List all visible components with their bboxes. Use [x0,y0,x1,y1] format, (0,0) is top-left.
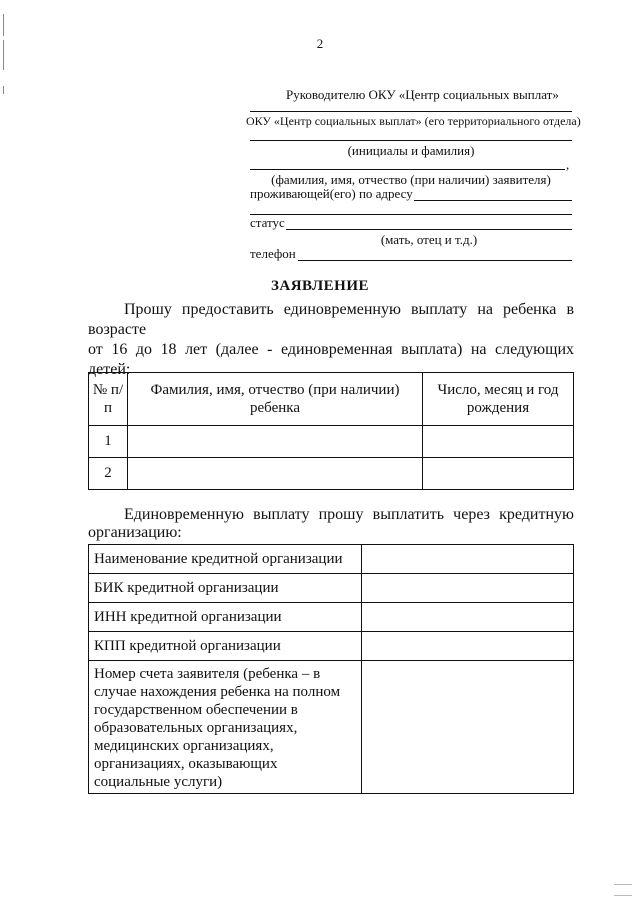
payment-word: через [453,506,490,523]
status-caption: (мать, отец и т.д.) [380,232,478,247]
payment-word: прошу [318,506,364,523]
bank-name-value[interactable] [362,545,574,574]
address-line-2 [250,214,572,215]
intro-line-2: от 16 до 18 лет (далее - единовременная выплата) на следующих детей: [88,341,574,378]
scan-edge-mark [614,884,632,885]
intro-paragraph [88,300,574,380]
org-line: ОКУ «Центр социальных выплат» (его территориального отдела) [246,114,581,128]
kpp-label: КПП кредитной организации [89,632,362,661]
phone-line [298,260,572,261]
col-name-header: Фамилия, имя, отчество (при наличии) ребенка [128,373,423,426]
org-underline [250,111,572,112]
table-row [89,545,574,574]
table-row [89,661,574,794]
scan-edge-mark [614,895,632,896]
kpp-value[interactable] [362,632,574,661]
children-table-header [89,373,574,426]
applicant-name-caption: (фамилия, имя, отчество (при наличии) заявителя) [271,172,551,187]
table-row [89,632,574,661]
bik-label: БИК кредитной организации [89,574,362,603]
payment-line-2: организацию: [88,524,182,541]
page-number: 2 [316,36,324,51]
document-title: ЗАЯВЛЕНИЕ [270,278,370,294]
initials-caption: (инициалы и фамилия) [347,143,475,158]
initials-line [250,140,572,141]
scan-margin-mark [3,14,4,36]
bank-name-label: Наименование кредитной организации [89,545,362,574]
payment-word: Единовременную [124,506,244,523]
comma: , [566,157,570,172]
account-number-label: Номер счета заявителя (ребенка – в случае нахождения ребенка на полном государственном обеспечении в образовательных организациях, медицинских организациях, организациях, оказывающих социальные услуги) [89,661,362,794]
status-label: статус [250,215,285,230]
child-birth-cell[interactable] [423,426,574,458]
address-label: проживающей(его) по адресу [250,186,413,201]
col-birth-header: Число, месяц и год рождения [423,373,574,426]
applicant-name-line [250,169,565,170]
payment-word: выплатить [372,506,445,523]
intro-line-1: Прошу предоставить единовременную выплату на ребенка в возрасте [88,301,574,338]
children-table [88,372,574,490]
inn-value[interactable] [362,603,574,632]
child-name-cell[interactable] [128,458,423,490]
table-row [89,574,574,603]
payment-word: выплату [253,506,310,523]
row-number: 1 [89,426,128,458]
payment-word: кредитную [499,506,574,523]
child-name-cell[interactable] [128,426,423,458]
table-row [89,458,574,490]
col-number-header: № п/п [89,373,128,426]
child-birth-cell[interactable] [423,458,574,490]
addressee-line: Руководителю ОКУ «Центр социальных выплат» [286,87,559,102]
status-line [286,229,572,230]
inn-label: ИНН кредитной организации [89,603,362,632]
table-row [89,603,574,632]
account-number-value[interactable] [362,661,574,794]
table-row [89,426,574,458]
scan-margin-mark [3,86,4,94]
phone-label: телефон [250,246,296,261]
row-number: 2 [89,458,128,490]
address-line-1 [414,200,572,201]
bank-table [88,544,574,794]
bik-value[interactable] [362,574,574,603]
payment-paragraph [88,506,574,542]
payment-line-1 [88,506,574,524]
